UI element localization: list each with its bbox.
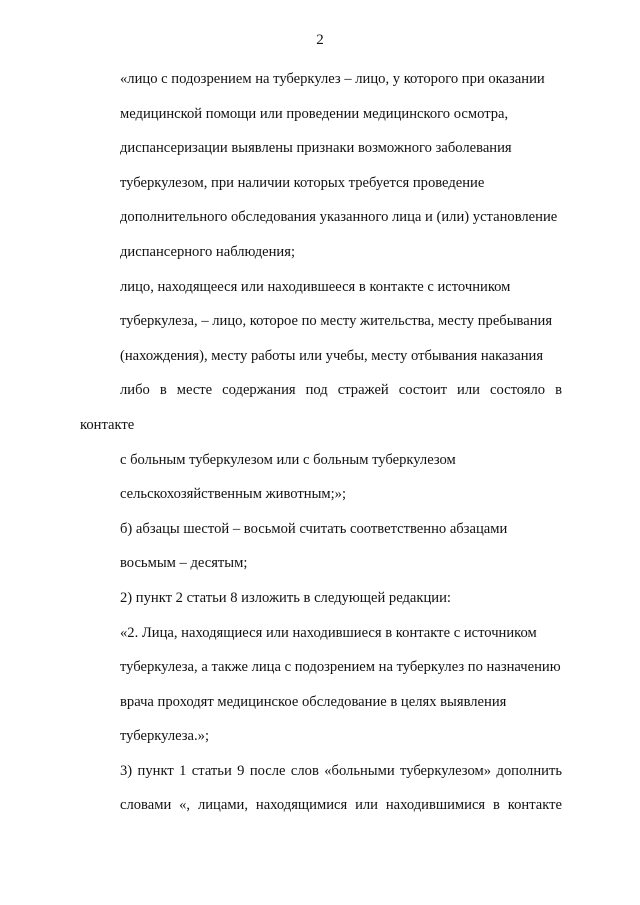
text-line: «2. Лица, находящиеся или находившиеся в контакте с источником xyxy=(120,624,537,641)
text-line: 2) пункт 2 статьи 8 изложить в следующей редакции: xyxy=(120,589,451,606)
text-line: либо в месте содержания под стражей состоит или состояло в контакте xyxy=(80,382,562,433)
paragraph-suspected-tb-definition xyxy=(80,62,562,270)
text-line: туберкулеза, а также лица с подозрением на туберкулез по назначению xyxy=(120,659,561,676)
text-line: диспансеризации выявлены признаки возможного заболевания xyxy=(120,140,512,157)
paragraph-contact-person-definition xyxy=(80,270,562,512)
text-line: (нахождения), месту работы или учебы, месту отбывания наказания xyxy=(120,347,544,364)
page-number: 2 xyxy=(316,32,324,48)
paragraph-article-8-new-text xyxy=(80,616,562,754)
paragraph-article-9-amendment xyxy=(80,754,562,823)
text-line: сельскохозяйственным животным;»; xyxy=(120,486,347,503)
text-line: восьмым – десятым; xyxy=(120,555,248,572)
text-line: с больным туберкулезом или с больным туберкулезом xyxy=(120,451,456,468)
text-line: врача проходят медицинское обследование в целях выявления xyxy=(120,693,507,710)
text-line: 3) пункт 1 статьи 9 после слов «больными туберкулезом» дополнить xyxy=(120,762,562,779)
document-body xyxy=(80,62,562,823)
text-line: лицо, находящееся или находившееся в контакте с источником xyxy=(120,278,511,295)
text-line: туберкулеза.»; xyxy=(120,728,210,745)
paragraph-renumber-paragraphs xyxy=(80,512,562,581)
text-line: туберкулеза, – лицо, которое по месту жительства, месту пребывания xyxy=(120,313,553,330)
text-line: б) абзацы шестой – восьмой считать соответственно абзацами xyxy=(120,520,508,537)
text-line: словами «, лицами, находящимися или находившимися в контакте xyxy=(120,797,562,814)
text-line: диспансерного наблюдения; xyxy=(120,243,295,260)
paragraph-article-8-amendment xyxy=(80,581,562,616)
text-line: медицинской помощи или проведении медицинского осмотра, xyxy=(120,105,509,122)
text-line: «лицо с подозрением на туберкулез – лицо, у которого при оказании xyxy=(120,71,545,87)
text-line: туберкулезом, при наличии которых требуется проведение xyxy=(120,174,485,191)
text-line: дополнительного обследования указанного лица и (или) установление xyxy=(120,209,558,226)
